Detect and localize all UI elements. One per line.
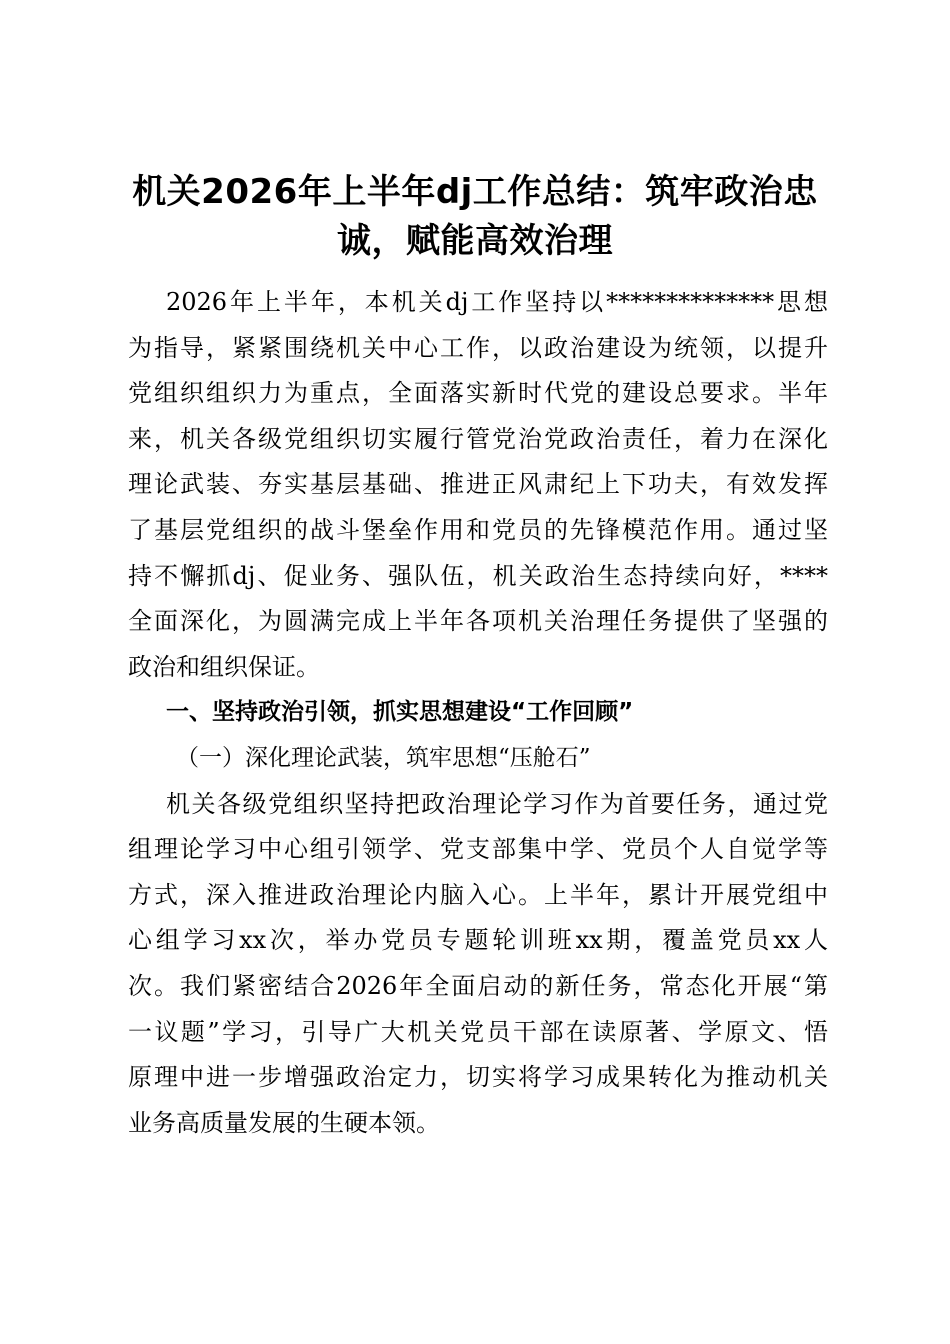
paragraph-line: 政治和组织保证。 — [128, 652, 320, 681]
paragraph-line: 为指导，紧紧围绕机关中心工作，以政治建设为统领，以提升 — [128, 333, 828, 362]
paragraph-line: 全面深化，为圆满完成上半年各项机关治理任务提供了坚强的 — [128, 607, 828, 636]
intro-paragraph — [128, 280, 828, 690]
paragraph-line: 次。我们紧密结合2026年全面启动的新任务，常态化开展“第 — [128, 971, 828, 1000]
paragraph-line: 持不懈抓dj、促业务、强队伍，机关政治生态持续向好，**** — [128, 561, 828, 590]
paragraph-line: 组理论学习中心组引领学、党支部集中学、党员个人自觉学等 — [128, 835, 828, 864]
paragraph-line: 党组织组织力为重点，全面落实新时代党的建设总要求。半年 — [128, 379, 828, 408]
paragraph-line: 一议题”学习，引导广大机关党员干部在读原著、学原文、悟 — [128, 1017, 828, 1046]
paragraph-line: 心组学习xx次，举办党员专题轮训班xx期，覆盖党员xx人 — [128, 926, 828, 955]
subsection-paragraph — [128, 782, 828, 1147]
section-heading: 一、坚持政治引领，抓实思想建设“工作回顾” — [166, 699, 634, 726]
paragraph-line: 机关各级党组织坚持把政治理论学习作为首要任务，通过党 — [166, 789, 828, 818]
title-line: 诚，赋能高效治理 — [337, 221, 613, 261]
paragraph-line: 了基层党组织的战斗堡垒作用和党员的先锋模范作用。通过坚 — [128, 515, 828, 544]
document-title — [110, 168, 840, 266]
document-body — [128, 280, 828, 1146]
title-line: 机关2026年上半年dj工作总结：筑牢政治忠 — [132, 172, 818, 212]
subsection-heading: （一）深化理论武装，筑牢思想“压舱石” — [176, 744, 591, 771]
paragraph-line: 理论武装、夯实基层基础、推进正风肃纪上下功夫，有效发挥 — [128, 470, 828, 499]
paragraph-line: 原理中进一步增强政治定力，切实将学习成果转化为推动机关 — [128, 1063, 828, 1092]
paragraph-line: 来，机关各级党组织切实履行管党治党政治责任，着力在深化 — [128, 424, 828, 453]
paragraph-line: 方式，深入推进政治理论内脑入心。上半年，累计开展党组中 — [128, 880, 828, 909]
paragraph-line: 业务高质量发展的生硬本领。 — [128, 1108, 440, 1137]
paragraph-line: 2026年上半年，本机关dj工作坚持以**************思想 — [166, 288, 828, 316]
